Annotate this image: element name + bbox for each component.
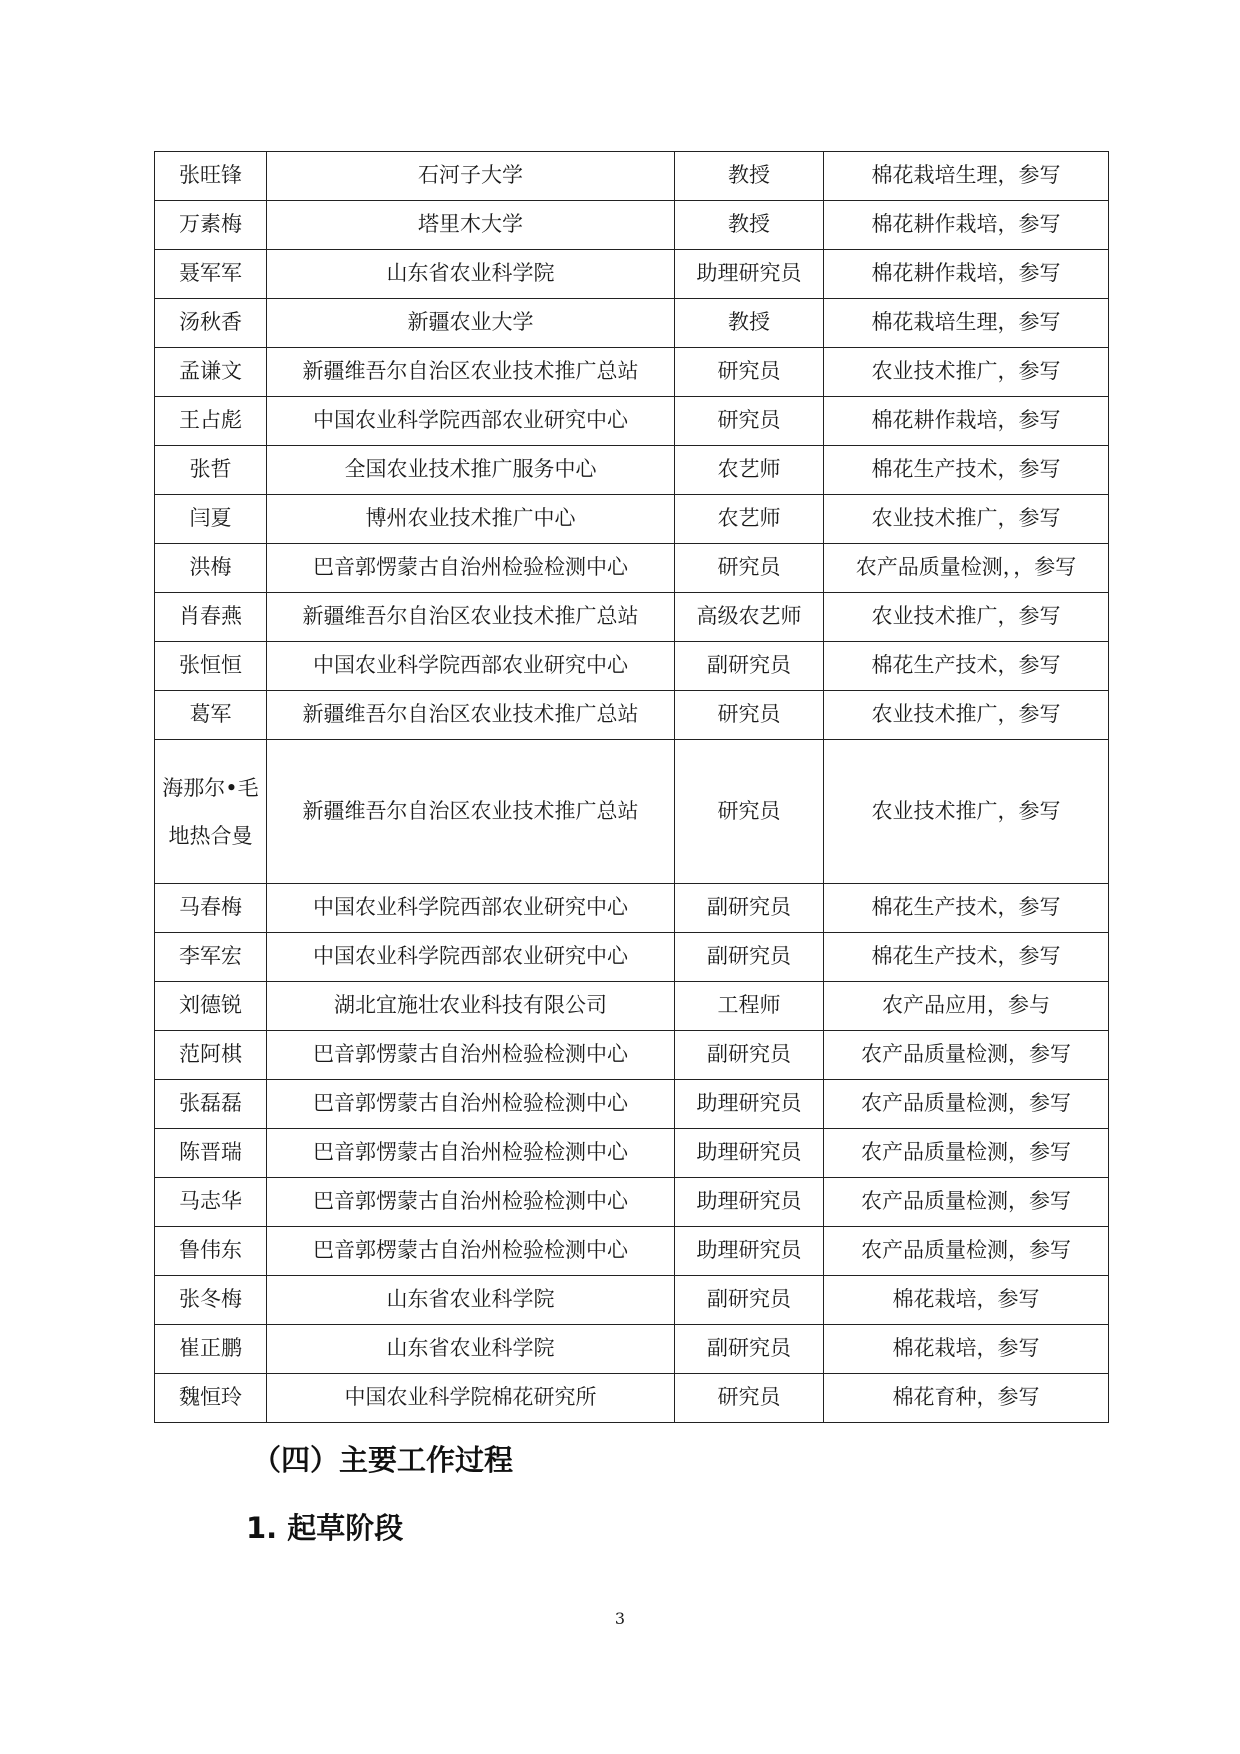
organization-cell: 巴音郭愣蒙古自治州检验检测中心: [267, 544, 675, 593]
role-cell: 棉花生产技术，参写: [824, 642, 1109, 691]
name-cell: 葛军: [155, 691, 267, 740]
table-row: [155, 1129, 1109, 1178]
name-cell: 肖春燕: [155, 593, 267, 642]
title-cell: 农艺师: [675, 495, 824, 544]
table-row: [155, 1031, 1109, 1080]
role-cell: 棉花耕作栽培，参写: [824, 397, 1109, 446]
name-cell: 万素梅: [155, 201, 267, 250]
title-cell: 研究员: [675, 397, 824, 446]
title-cell: 副研究员: [675, 1325, 824, 1374]
table-row: [155, 397, 1109, 446]
name-cell: 崔正鹏: [155, 1325, 267, 1374]
role-cell: 农业技术推广，参写: [824, 495, 1109, 544]
role-cell: 农业技术推广，参写: [824, 691, 1109, 740]
name-cell: 闫夏: [155, 495, 267, 544]
role-cell: 农业技术推广，参写: [824, 348, 1109, 397]
role-cell: 棉花生产技术，参写: [824, 884, 1109, 933]
name-cell: 张哲: [155, 446, 267, 495]
name-cell: 聂军军: [155, 250, 267, 299]
name-cell: 刘德锐: [155, 982, 267, 1031]
title-cell: 副研究员: [675, 642, 824, 691]
table-row: [155, 884, 1109, 933]
name-cell: 魏恒玲: [155, 1374, 267, 1423]
organization-cell: 全国农业技术推广服务中心: [267, 446, 675, 495]
title-cell: 研究员: [675, 544, 824, 593]
table-row: [155, 1374, 1109, 1423]
organization-cell: 巴音郭愣蒙古自治州检验检测中心: [267, 1080, 675, 1129]
table-row: [155, 1227, 1109, 1276]
role-cell: 棉花栽培生理，参写: [824, 299, 1109, 348]
organization-cell: 中国农业科学院西部农业研究中心: [267, 642, 675, 691]
title-cell: 助理研究员: [675, 250, 824, 299]
role-cell: 棉花育种，参写: [824, 1374, 1109, 1423]
subsection-heading: 1. 起草阶段: [246, 1511, 404, 1545]
organization-cell: 新疆维吾尔自治区农业技术推广总站: [267, 593, 675, 642]
title-cell: 助理研究员: [675, 1129, 824, 1178]
organization-cell: 新疆维吾尔自治区农业技术推广总站: [267, 348, 675, 397]
table-row: [155, 250, 1109, 299]
table-row: [155, 201, 1109, 250]
title-cell: 研究员: [675, 348, 824, 397]
title-cell: 助理研究员: [675, 1080, 824, 1129]
title-cell: 工程师: [675, 982, 824, 1031]
name-cell: 张恒恒: [155, 642, 267, 691]
role-cell: 棉花生产技术，参写: [824, 933, 1109, 982]
name-cell: 陈晋瑞: [155, 1129, 267, 1178]
title-cell: 研究员: [675, 740, 824, 884]
table-row: [155, 740, 1109, 884]
role-cell: 棉花耕作栽培，参写: [824, 201, 1109, 250]
organization-cell: 山东省农业科学院: [267, 1325, 675, 1374]
name-cell: 李军宏: [155, 933, 267, 982]
section-heading: （四）主要工作过程: [252, 1443, 514, 1477]
organization-cell: 巴音郭楞蒙古自治州检验检测中心: [267, 1227, 675, 1276]
role-cell: 农产品质量检测，参写: [824, 1227, 1109, 1276]
name-cell: 汤秋香: [155, 299, 267, 348]
organization-cell: 新疆维吾尔自治区农业技术推广总站: [267, 691, 675, 740]
table-row: [155, 495, 1109, 544]
page-number: 3: [614, 1609, 626, 1628]
table-row: [155, 152, 1109, 201]
role-cell: 棉花栽培，参写: [824, 1325, 1109, 1374]
role-cell: 农产品应用，参与: [824, 982, 1109, 1031]
organization-cell: 巴音郭愣蒙古自治州检验检测中心: [267, 1178, 675, 1227]
title-cell: 副研究员: [675, 1031, 824, 1080]
title-cell: 农艺师: [675, 446, 824, 495]
role-cell: 农业技术推广，参写: [824, 593, 1109, 642]
organization-cell: 巴音郭愣蒙古自治州检验检测中心: [267, 1031, 675, 1080]
organization-cell: 新疆维吾尔自治区农业技术推广总站: [267, 740, 675, 884]
name-cell: 马志华: [155, 1178, 267, 1227]
name-cell: 海那尔•毛地热合曼: [155, 740, 267, 884]
organization-cell: 中国农业科学院西部农业研究中心: [267, 884, 675, 933]
personnel-table-body: [155, 152, 1109, 1423]
role-cell: 棉花栽培生理，参写: [824, 152, 1109, 201]
title-cell: 高级农艺师: [675, 593, 824, 642]
table-row: [155, 982, 1109, 1031]
organization-cell: 中国农业科学院棉花研究所: [267, 1374, 675, 1423]
table-row: [155, 348, 1109, 397]
role-cell: 农产品质量检测，参写: [824, 1080, 1109, 1129]
organization-cell: 中国农业科学院西部农业研究中心: [267, 397, 675, 446]
name-cell: 张磊磊: [155, 1080, 267, 1129]
role-cell: 棉花栽培，参写: [824, 1276, 1109, 1325]
name-cell: 孟谦文: [155, 348, 267, 397]
table-row: [155, 446, 1109, 495]
organization-cell: 巴音郭愣蒙古自治州检验检测中心: [267, 1129, 675, 1178]
name-cell: 马春梅: [155, 884, 267, 933]
title-cell: 教授: [675, 152, 824, 201]
title-cell: 副研究员: [675, 884, 824, 933]
table-row: [155, 1080, 1109, 1129]
table-row: [155, 642, 1109, 691]
name-cell: 洪梅: [155, 544, 267, 593]
role-cell: 农产品质量检测，参写: [824, 1129, 1109, 1178]
role-cell: 棉花耕作栽培，参写: [824, 250, 1109, 299]
table-row: [155, 544, 1109, 593]
title-cell: 教授: [675, 299, 824, 348]
name-cell: 张冬梅: [155, 1276, 267, 1325]
name-cell: 王占彪: [155, 397, 267, 446]
title-cell: 研究员: [675, 691, 824, 740]
name-cell: 范阿棋: [155, 1031, 267, 1080]
table-row: [155, 933, 1109, 982]
table-row: [155, 691, 1109, 740]
title-cell: 研究员: [675, 1374, 824, 1423]
table-row: [155, 1178, 1109, 1227]
title-cell: 助理研究员: [675, 1227, 824, 1276]
title-cell: 副研究员: [675, 933, 824, 982]
organization-cell: 石河子大学: [267, 152, 675, 201]
role-cell: 农产品质量检测，，参写: [824, 544, 1109, 593]
personnel-table: [154, 151, 1109, 1423]
table-row: [155, 1276, 1109, 1325]
role-cell: 农业技术推广，参写: [824, 740, 1109, 884]
role-cell: 棉花生产技术，参写: [824, 446, 1109, 495]
role-cell: 农产品质量检测，参写: [824, 1178, 1109, 1227]
title-cell: 副研究员: [675, 1276, 824, 1325]
organization-cell: 山东省农业科学院: [267, 1276, 675, 1325]
name-cell: 张旺锋: [155, 152, 267, 201]
organization-cell: 塔里木大学: [267, 201, 675, 250]
table-row: [155, 1325, 1109, 1374]
table-row: [155, 299, 1109, 348]
name-cell: 鲁伟东: [155, 1227, 267, 1276]
organization-cell: 新疆农业大学: [267, 299, 675, 348]
table-row: [155, 593, 1109, 642]
organization-cell: 中国农业科学院西部农业研究中心: [267, 933, 675, 982]
organization-cell: 山东省农业科学院: [267, 250, 675, 299]
organization-cell: 博州农业技术推广中心: [267, 495, 675, 544]
organization-cell: 湖北宜施壮农业科技有限公司: [267, 982, 675, 1031]
role-cell: 农产品质量检测，参写: [824, 1031, 1109, 1080]
title-cell: 助理研究员: [675, 1178, 824, 1227]
title-cell: 教授: [675, 201, 824, 250]
